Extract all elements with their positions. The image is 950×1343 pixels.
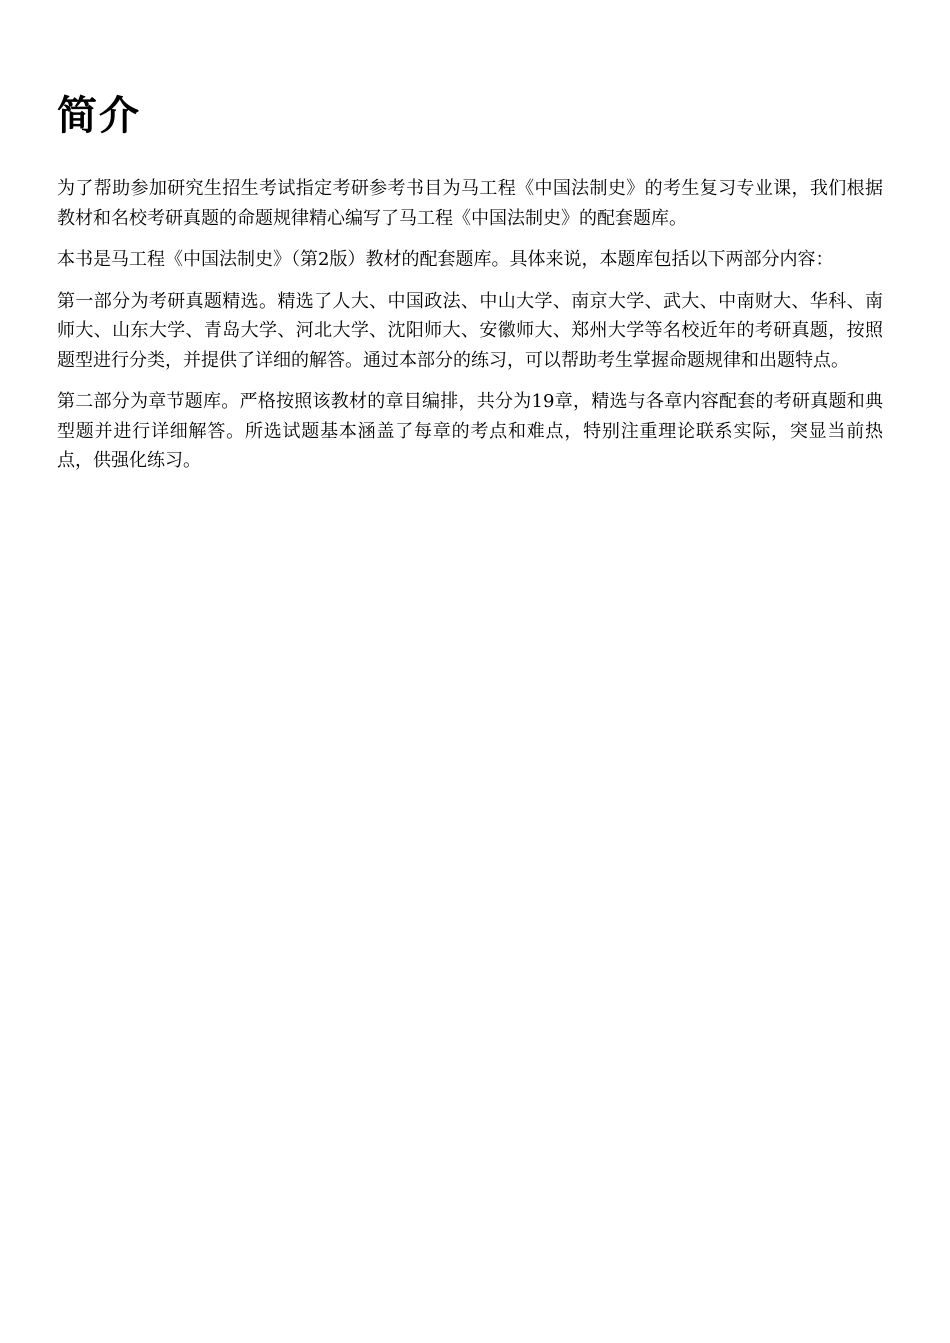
document-page [57, 88, 883, 488]
part-two-paragraph: 第二部分为章节题库。严格按照该教材的章目编排，共分为19章，精选与各章内容配套的考研真题和典型题并进行详细解答。所选试题基本涵盖了每章的考点和难点，特别注重理论联系实际，突显当前热点，供强化练习。 [57, 391, 883, 471]
part-one-paragraph: 第一部分为考研真题精选。精选了人大、中国政法、中山大学、南京大学、武大、中南财大、华科、南师大、山东大学、青岛大学、河北大学、沈阳师大、安徽师大、郑州大学等名校近年的考研真题，按照题型进行分类，并提供了详细的解答。通过本部分的练习，可以帮助考生掌握命题规律和出题特点。 [57, 290, 883, 371]
intro-paragraph: 为了帮助参加研究生招生考试指定考研参考书目为马工程《中国法制史》的考生复习专业课，我们根据教材和名校考研真题的命题规律精心编写了马工程《中国法制史》的配套题库。 [57, 178, 883, 229]
page-title: 简介 [57, 92, 141, 139]
scope-paragraph: 本书是马工程《中国法制史》（第2版）教材的配套题库。具体来说，本题库包括以下两部分内容： [57, 249, 834, 270]
